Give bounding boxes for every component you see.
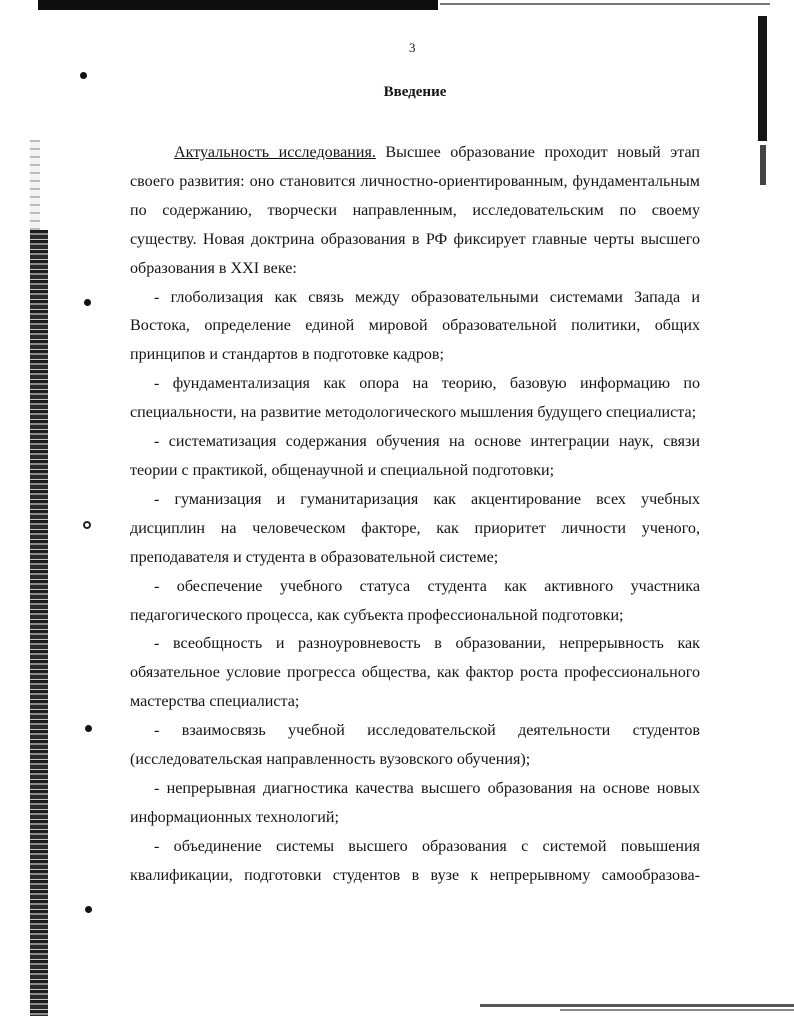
binder-hole-mark	[84, 299, 91, 306]
scan-edge-left-fade	[30, 140, 40, 230]
list-item: - непрерывная диагностика качества высшего образования на основе новых информационных технологий;	[130, 779, 700, 826]
list-item: - глоболизация как связь между образовательными системами Запада и Востока, определение единой мировой образовательной политики, общих принципов и стандартов в подготовке кадров;	[130, 288, 700, 364]
intro-text: Высшее образование проходит новый этап своего развития: оно становится личностно-ориентированным, фундаментальным по содержанию, творчески направленным, исследовательским по своему существу. Новая доктрина образования в РФ фиксирует главные черты высшего образования в XXI веке:	[130, 144, 700, 277]
list-item: - фундаментализация как опора на теорию, базовую информацию по специальности, на развитие методологического мышления будущего специалиста;	[130, 375, 700, 422]
intro-lead: Актуальность исследования.	[174, 144, 376, 161]
binder-hole-mark	[85, 906, 92, 913]
binder-hole-mark	[85, 725, 92, 732]
scan-edge-bottom	[480, 1004, 794, 1007]
list-item: - обеспечение учебного статуса студента как активного участника педагогического процесса, как субъекта профессиональной подготовки;	[130, 577, 700, 624]
scan-edge-bottom-thin	[560, 1009, 794, 1011]
list-item: - всеобщность и разноуровневость в образовании, непрерывность как обязательное условие прогресса общества, как фактор роста профессионального мастерства специалиста;	[130, 635, 700, 711]
list-item: - гуманизация и гуманитаризация как акцентирование всех учебных дисциплин на человеческом факторе, как приоритет личности ученого, преподавателя и студента в образовательной системе;	[130, 490, 700, 566]
scan-edge-right-lower	[760, 145, 766, 185]
page-number: 3	[409, 40, 416, 55]
binder-hole-mark	[80, 72, 87, 79]
body-text	[130, 139, 700, 891]
scan-edge-top-thin	[440, 3, 770, 5]
list-item: - систематизация содержания обучения на основе интеграции наук, связи теории с практикой, общенаучной и специальной подготовки;	[130, 433, 700, 479]
list-item: - взаимосвязь учебной исследовательской деятельности студентов (исследовательская направленность вузовского обучения);	[130, 722, 700, 769]
scan-edge-left	[30, 230, 48, 1016]
scan-edge-top	[38, 0, 438, 10]
intro-paragraph	[130, 139, 700, 284]
list-item: - объединение системы высшего образования с системой повышения квалификации, подготовки студентов в вузе к непрерывному самообразова-	[130, 837, 700, 884]
section-title: Введение	[383, 84, 447, 100]
scan-edge-right	[758, 16, 767, 141]
binder-hole-mark	[83, 521, 91, 529]
